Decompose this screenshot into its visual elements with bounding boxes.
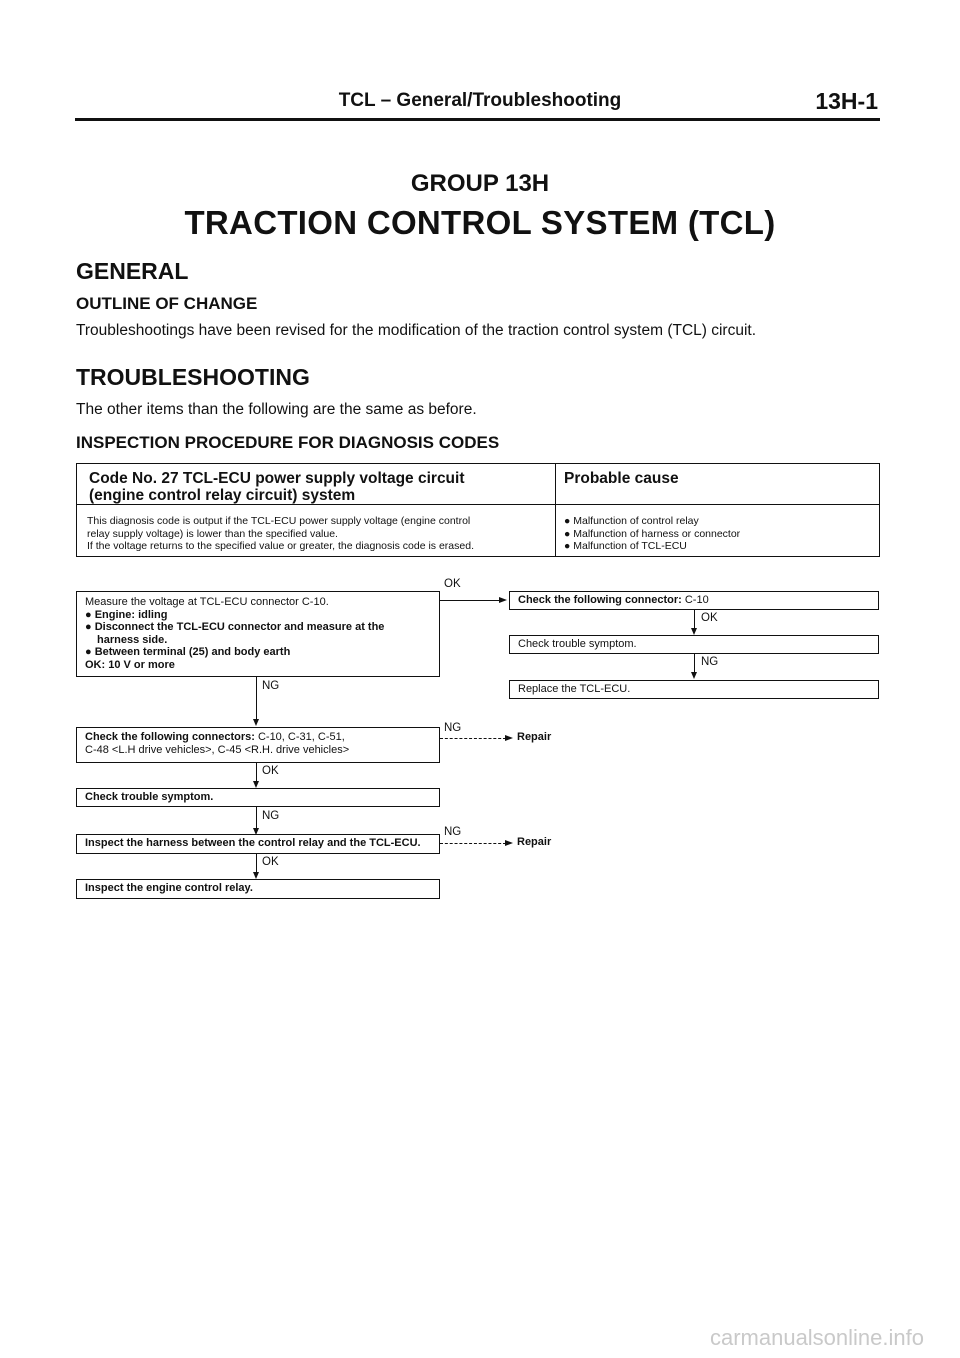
code-desc-line3: If the voltage returns to the specified value or greater, the diagnosis code is erased. xyxy=(87,540,474,552)
page-number: 13H-1 xyxy=(815,88,878,114)
arrow-right-icon xyxy=(499,597,507,603)
probable-cause-list xyxy=(564,515,740,553)
outline-heading: OUTLINE OF CHANGE xyxy=(76,294,258,313)
measure-line: Measure the voltage at TCL-ECU connector C-10. xyxy=(85,596,329,608)
check-connector-c10-bold: Check the following connector: xyxy=(518,594,682,606)
check-connector-c10-rest: C-10 xyxy=(681,594,709,606)
connector-line xyxy=(440,738,506,739)
connector-line xyxy=(694,610,695,630)
inspection-heading: INSPECTION PROCEDURE FOR DIAGNOSIS CODES xyxy=(76,433,500,452)
general-heading: GENERAL xyxy=(76,258,189,284)
check-connector-c10-box xyxy=(509,591,879,610)
ok-label: OK xyxy=(262,765,279,777)
connector-line xyxy=(440,600,500,601)
diagnosis-code-table xyxy=(76,463,880,557)
inspect-relay-box: Inspect the engine control relay. xyxy=(76,879,440,899)
arrow-right-icon xyxy=(505,735,513,741)
cause-item: ● Malfunction of harness or connector xyxy=(564,527,741,540)
measure-line: OK: 10 V or more xyxy=(85,658,175,671)
cause-item: ● Malfunction of control relay xyxy=(564,515,699,527)
page-header-title: TCL – General/Troubleshooting xyxy=(338,90,622,111)
ok-label: OK xyxy=(444,578,461,590)
code-description xyxy=(87,515,551,553)
repair-label: Repair xyxy=(517,836,552,848)
table-divider-h xyxy=(77,504,879,505)
code-header xyxy=(89,470,551,504)
connector-line xyxy=(440,843,506,844)
arrow-right-icon xyxy=(505,840,513,846)
check-connectors-line2: C-48 <L.H drive vehicles>, C-45 <R.H. drive vehicles> xyxy=(85,743,350,756)
code-header-line2: (engine control relay circuit) system xyxy=(89,487,356,504)
footer-watermark: carmanualsonline.info xyxy=(709,1325,924,1350)
connector-line xyxy=(694,654,695,674)
measure-line: ● Between terminal (25) and body earth xyxy=(85,646,291,658)
table-divider-v xyxy=(555,464,556,556)
probable-cause-header: Probable cause xyxy=(564,470,679,487)
header-rule xyxy=(75,118,880,121)
connector-line xyxy=(256,677,257,721)
ok-label: OK xyxy=(701,612,718,624)
code-desc-line2: relay supply voltage) is lower than the specified value. xyxy=(87,527,338,540)
group-title: GROUP 13H xyxy=(410,170,550,197)
ng-label: NG xyxy=(444,826,462,838)
troubleshooting-heading: TROUBLESHOOTING xyxy=(76,364,310,390)
troubleshooting-text: The other items than the following are the same as before. xyxy=(76,401,477,418)
measure-line: harness side. xyxy=(97,633,168,646)
connector-line xyxy=(256,854,257,874)
arrow-down-icon xyxy=(253,872,259,879)
check-connectors-bold: Check the following connectors: xyxy=(85,731,255,743)
ok-label: OK xyxy=(262,856,279,868)
inspect-harness-box: Inspect the harness between the control relay and the TCL-ECU. xyxy=(76,834,440,854)
repair-label: Repair xyxy=(517,731,552,743)
arrow-down-icon xyxy=(691,628,697,635)
arrow-down-icon xyxy=(691,672,697,679)
ng-label: NG xyxy=(262,810,280,822)
check-symptom-box-2: Check trouble symptom. xyxy=(76,788,440,807)
connector-line xyxy=(256,763,257,783)
code-header-line1: Code No. 27 TCL-ECU power supply voltage circuit xyxy=(89,470,465,487)
arrow-down-icon xyxy=(253,719,259,726)
outline-text: Troubleshootings have been revised for the modification of the traction control system (TCL) circuit. xyxy=(76,322,757,339)
measure-line: ● Engine: idling xyxy=(85,608,168,621)
main-title: TRACTION CONTROL SYSTEM (TCL) xyxy=(184,204,776,241)
ng-label: NG xyxy=(262,680,280,692)
check-connectors-rest: C-10, C-31, C-51, xyxy=(254,731,345,743)
check-symptom-box-1: Check trouble symptom. xyxy=(509,635,879,654)
measure-line: ● Disconnect the TCL-ECU connector and measure at the xyxy=(85,621,385,633)
connector-line xyxy=(256,807,257,830)
code-desc-line1: This diagnosis code is output if the TCL-ECU power supply voltage (engine control xyxy=(87,515,471,527)
replace-ecu-box: Replace the TCL-ECU. xyxy=(509,680,879,699)
arrow-down-icon xyxy=(253,781,259,788)
measure-voltage-box xyxy=(76,591,440,677)
ng-label: NG xyxy=(701,656,719,668)
cause-item: ● Malfunction of TCL-ECU xyxy=(564,540,687,552)
check-connectors-box xyxy=(76,727,440,763)
ng-label: NG xyxy=(444,722,462,734)
